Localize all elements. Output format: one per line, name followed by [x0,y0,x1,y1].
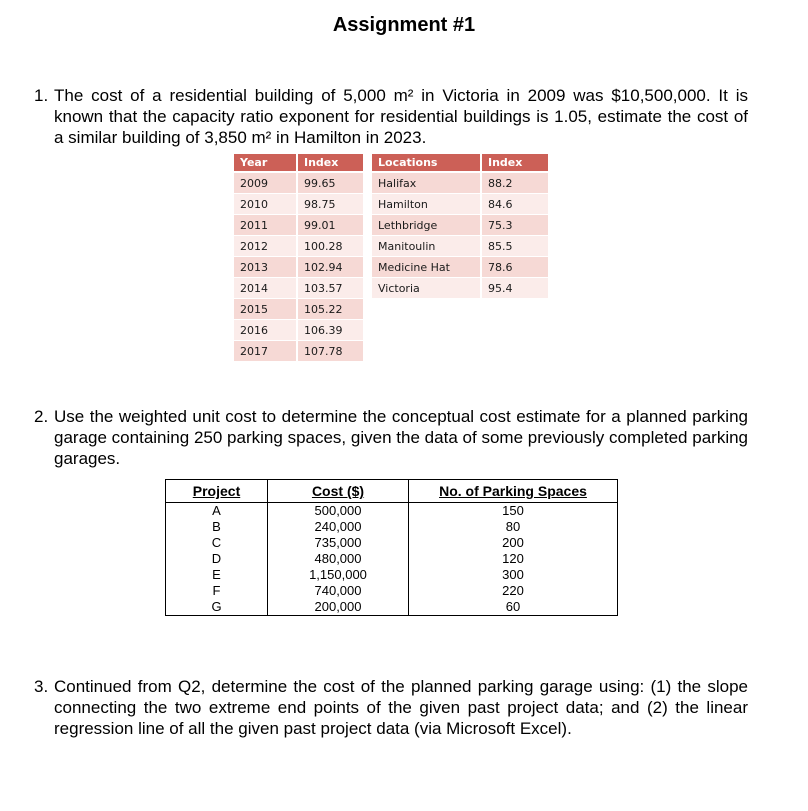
index-cell: 107.78 [297,341,363,362]
location-cell: Victoria [372,278,481,299]
table-row [166,503,618,520]
question-1 [34,85,748,148]
index-cell: 106.39 [297,320,363,341]
location-index-header-row [372,154,548,172]
question-1-text: The cost of a residential building of 5,000 m² in Victoria in 2009 was $10,500,000. It is known that the capacity ratio exponent for residential buildings is 1.05, estimate the cost of a similar building of 3,850 m² in Hamilton in 2023. [54,86,748,147]
cost-cell: 480,000 [268,551,409,567]
table-row [372,215,548,236]
table-row [166,583,618,599]
parking-header-row [166,480,618,503]
year-cell: 2014 [234,278,297,299]
question-3-text: Continued from Q2, determine the cost of the planned parking garage using: (1) the slope connecting the two extreme end points of the given past project data; and (2) the linear regression line of all the given past project data (via Microsoft Excel). [54,677,748,738]
cost-cell: 240,000 [268,519,409,535]
table-row [166,535,618,551]
spaces-cell: 80 [409,519,618,535]
table-row [372,278,548,299]
spaces-cell: 220 [409,583,618,599]
location-cell: Medicine Hat [372,257,481,278]
table-row [372,236,548,257]
table-row [166,519,618,535]
cost-cell: 735,000 [268,535,409,551]
location-cell: Hamilton [372,194,481,215]
table-row [234,278,363,299]
index-cell: 105.22 [297,299,363,320]
index-cell: 99.65 [297,172,363,194]
spaces-cell: 150 [409,503,618,520]
question-2-number: 2. [34,407,49,426]
table-row [166,567,618,583]
index-cell: 78.6 [481,257,548,278]
table-row [234,215,363,236]
location-cell: Halifax [372,172,481,194]
table-row [166,551,618,567]
parking-garage-table [165,479,618,616]
year-cell: 2010 [234,194,297,215]
index-cell: 100.28 [297,236,363,257]
cost-cell: 740,000 [268,583,409,599]
year-index-table [234,154,363,362]
question-3-number: 3. [34,677,49,696]
parking-spaces-header: No. of Parking Spaces [409,480,618,503]
location-index-header: Index [481,154,548,172]
year-cell: 2009 [234,172,297,194]
index-cell: 98.75 [297,194,363,215]
project-cell: C [211,535,222,550]
question-1-number: 1. [34,86,49,105]
table-row [234,341,363,362]
locations-header: Locations [372,154,481,172]
cost-cell: 1,150,000 [268,567,409,583]
question-3 [34,676,748,739]
year-index-header-row [234,154,363,172]
index-cell: 75.3 [481,215,548,236]
table-row [234,257,363,278]
index-cell: 95.4 [481,278,548,299]
table-row [166,599,618,616]
index-cell: 102.94 [297,257,363,278]
project-cell: D [211,551,222,566]
cost-header: Cost ($) [268,480,409,503]
project-cell: F [212,583,221,598]
table-row [234,172,363,194]
year-cell: 2012 [234,236,297,257]
table-row [372,194,548,215]
spaces-cell: 300 [409,567,618,583]
index-cell: 103.57 [297,278,363,299]
year-cell: 2017 [234,341,297,362]
spaces-cell: 60 [409,599,618,616]
table-row [234,299,363,320]
table-row [234,320,363,341]
page-title: Assignment #1 [332,14,476,36]
table-row [372,257,548,278]
project-cell: A [212,503,221,518]
question-2-text: Use the weighted unit cost to determine the conceptual cost estimate for a planned parking garage containing 250 parking spaces, given the data of some previously completed parking garages. [54,407,748,468]
question-2 [34,406,748,469]
location-cell: Lethbridge [372,215,481,236]
project-cell: G [211,599,222,614]
cost-cell: 500,000 [268,503,409,520]
table-row [234,194,363,215]
spaces-cell: 120 [409,551,618,567]
project-header: Project [166,480,268,503]
year-cell: 2015 [234,299,297,320]
index-cell: 88.2 [481,172,548,194]
year-cell: 2011 [234,215,297,236]
location-cell: Manitoulin [372,236,481,257]
index-cell: 99.01 [297,215,363,236]
year-cell: 2013 [234,257,297,278]
spaces-cell: 200 [409,535,618,551]
table-row [234,236,363,257]
project-cell: B [212,519,221,534]
cost-cell: 200,000 [268,599,409,616]
location-index-table [372,154,548,299]
year-header: Year [234,154,297,172]
index-cell: 85.5 [481,236,548,257]
year-cell: 2016 [234,320,297,341]
index-header: Index [297,154,363,172]
project-cell: E [212,567,221,582]
table-row [372,172,548,194]
index-cell: 84.6 [481,194,548,215]
